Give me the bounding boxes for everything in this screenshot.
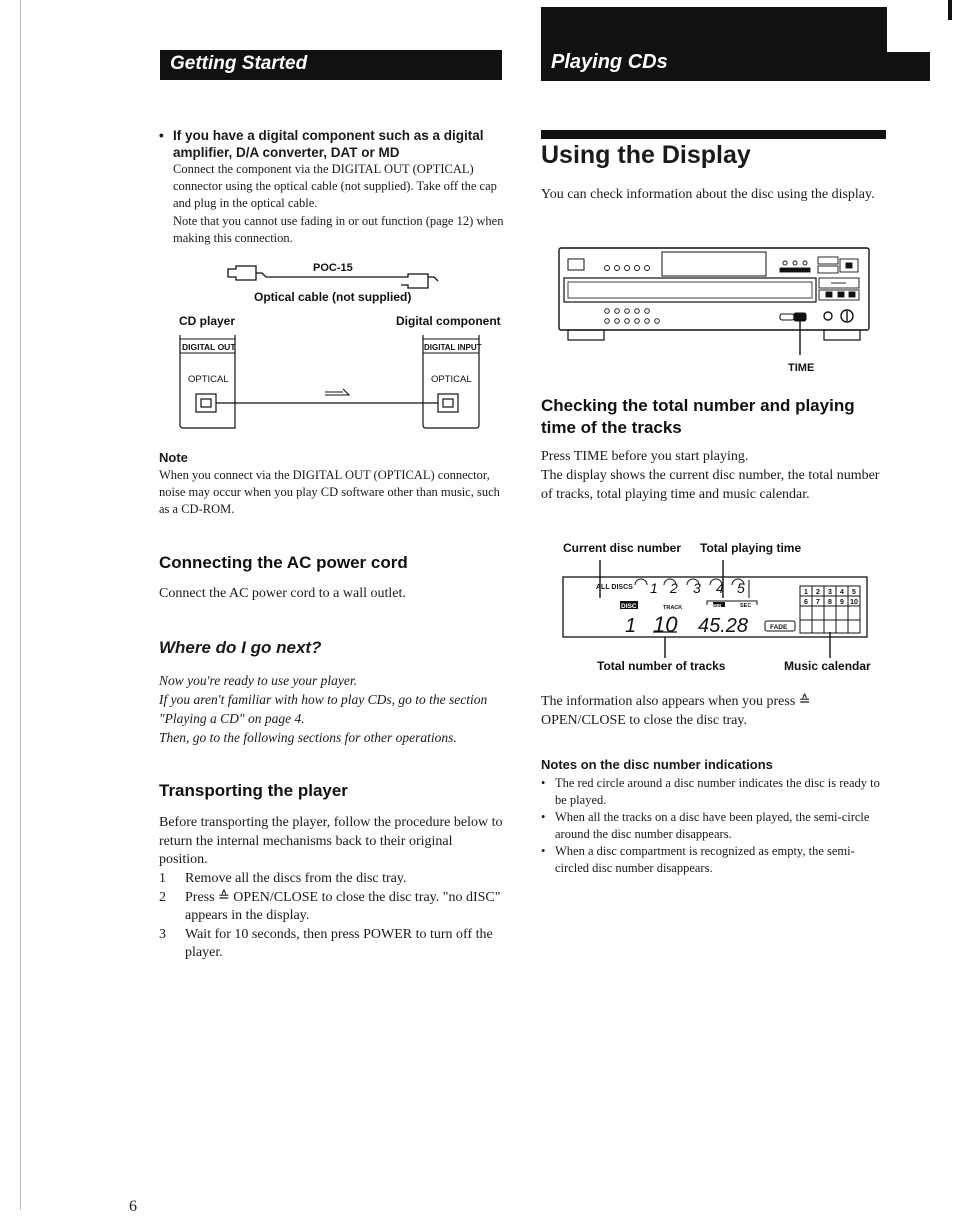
calendar-number: 7 bbox=[816, 599, 820, 606]
checking-para1: Press TIME before you start playing. bbox=[541, 449, 749, 464]
sec-tag: SEC bbox=[740, 603, 752, 609]
time-button-icon bbox=[780, 313, 806, 321]
where-next-line: Now you're ready to use your player. bbox=[159, 673, 357, 688]
time-value: 45.28 bbox=[698, 615, 749, 637]
where-next-line: Then, go to the following sections for other operations. bbox=[159, 730, 457, 745]
disc-value: 1 bbox=[625, 615, 637, 637]
disc-buttons-icon bbox=[605, 266, 650, 271]
music-calendar-grid bbox=[800, 586, 860, 633]
step-item: 1 Remove all the discs from the disc tray. bbox=[159, 871, 407, 886]
calendar-number: 3 bbox=[828, 589, 832, 596]
digital-para2: Note that you cannot use fading in or out function (page 12) when making this connection. bbox=[173, 214, 504, 245]
binding-line bbox=[20, 0, 21, 1210]
ac-cord-text: Connect the AC power cord to a wall outlet. bbox=[159, 586, 406, 601]
calendar-number: 1 bbox=[804, 589, 808, 596]
cd-player-diagram bbox=[556, 244, 876, 376]
where-next-body bbox=[159, 671, 509, 747]
checking-title: Checking the total number and playing time of the tracks bbox=[541, 396, 855, 437]
disc-digit: 2 bbox=[670, 580, 678, 596]
lcd-digits bbox=[625, 612, 748, 637]
disc-digit: 4 bbox=[716, 580, 724, 596]
transport-title: Transporting the player bbox=[159, 781, 348, 800]
disc-note-item: • When all the tracks on a disc have been played, the semi-circle around the disc number disappears. bbox=[541, 809, 886, 843]
current-disc-label: Current disc number bbox=[563, 541, 682, 555]
calendar-number: 4 bbox=[840, 589, 844, 596]
fade-tag: FADE bbox=[770, 624, 788, 631]
band-extension bbox=[886, 52, 930, 81]
power-knob-icon bbox=[824, 310, 853, 322]
transport-intro: Before transporting the player, follow the procedure below to return the internal mechanisms back to their original position. bbox=[159, 815, 503, 867]
cable-model: POC-15 bbox=[313, 262, 353, 274]
section-title: Playing CDs bbox=[551, 51, 668, 73]
optical-port-icon bbox=[196, 394, 216, 412]
digital-heading: • If you have a digital component such as a digital amplifier, D/A converter, DAT or MD bbox=[159, 127, 504, 161]
disc-digit: 3 bbox=[693, 580, 701, 596]
disc-note-item: • The red circle around a disc number indicates the disc is ready to be played. bbox=[541, 775, 886, 809]
calendar-number: 5 bbox=[852, 589, 856, 596]
calendar-number: 10 bbox=[850, 599, 858, 606]
digital-input-label: DIGITAL INPUT bbox=[424, 343, 482, 352]
note-text: When you connect via the DIGITAL OUT (OPTICAL) connector, noise may occur when you play CD software other than music, such as a CD-ROM. bbox=[159, 468, 500, 516]
calendar-number: 6 bbox=[804, 599, 808, 606]
using-display-intro: You can check information about the disc using the display. bbox=[541, 187, 875, 202]
music-calendar-label: Music calendar bbox=[784, 659, 871, 673]
checking-para2: The display shows the current disc number, the total number of tracks, total playing time and music calendar. bbox=[541, 468, 880, 502]
time-label: TIME bbox=[788, 362, 815, 374]
total-tracks-label: Total number of tracks bbox=[597, 659, 726, 673]
title-rule bbox=[541, 130, 886, 139]
digital-para1: Connect the component via the DIGITAL OUT (OPTICAL) connector using the optical cable (not supplied). Take off the cap and plug in the optical cable. bbox=[173, 162, 497, 210]
where-next-title: Where do I go next? bbox=[159, 638, 322, 657]
section-band-getting-started bbox=[160, 50, 502, 80]
total-time-label: Total playing time bbox=[700, 541, 802, 555]
cable-caption: Optical cable (not supplied) bbox=[254, 290, 412, 304]
note-title: Note bbox=[159, 450, 188, 465]
number-buttons-icon bbox=[605, 309, 660, 324]
all-discs-indicator: ALL DISCS bbox=[596, 584, 633, 591]
disc-digit: 5 bbox=[737, 580, 745, 596]
ac-cord-title: Connecting the AC power cord bbox=[159, 553, 408, 572]
calendar-number: 9 bbox=[840, 599, 844, 606]
page-number: 6 bbox=[129, 1198, 137, 1215]
digital-out-label: DIGITAL OUT bbox=[182, 342, 236, 352]
signal-arrow-icon bbox=[325, 389, 349, 395]
cd-player-label: CD player bbox=[179, 314, 236, 328]
calendar-number: 2 bbox=[816, 589, 820, 596]
calendar-number: 8 bbox=[828, 599, 832, 606]
using-display-title: Using the Display bbox=[541, 141, 751, 169]
digital-component-label: Digital component bbox=[396, 314, 501, 328]
disc-tag: DISC bbox=[621, 603, 637, 610]
step-item: 2 Press ≙ OPEN/CLOSE to close the disc tray. "no dISC" appears in the display. bbox=[159, 889, 501, 923]
section-title: Getting Started bbox=[170, 53, 308, 74]
section-band-playing-cds bbox=[541, 7, 887, 81]
display-panel-diagram bbox=[560, 558, 872, 658]
disc-digit: 1 bbox=[650, 580, 658, 596]
disc-notes-list bbox=[541, 775, 886, 877]
info-line: The information also appears when you press ≙ OPEN/CLOSE to close the disc tray. bbox=[541, 694, 811, 728]
disc-notes-title: Notes on the disc number indications bbox=[541, 757, 773, 772]
step-item: 3 Wait for 10 seconds, then press POWER to turn off the player. bbox=[159, 926, 493, 960]
right-optical-label: OPTICAL bbox=[431, 374, 472, 385]
page-edge-mark bbox=[948, 0, 952, 20]
left-optical-label: OPTICAL bbox=[188, 374, 229, 385]
optical-port-icon bbox=[438, 394, 458, 412]
optical-connection-diagram bbox=[170, 255, 515, 435]
where-next-line: If you aren't familiar with how to play CDs, go to the section "Playing a CD" on page 4. bbox=[159, 692, 488, 726]
disc-note-item: • When a disc compartment is recognized as empty, the semi-circled disc number disappears. bbox=[541, 843, 886, 877]
track-tag: TRACK bbox=[663, 605, 683, 611]
track-value: 10 bbox=[653, 612, 678, 637]
transport-steps bbox=[159, 870, 504, 963]
min-tag: MIN bbox=[713, 603, 722, 608]
